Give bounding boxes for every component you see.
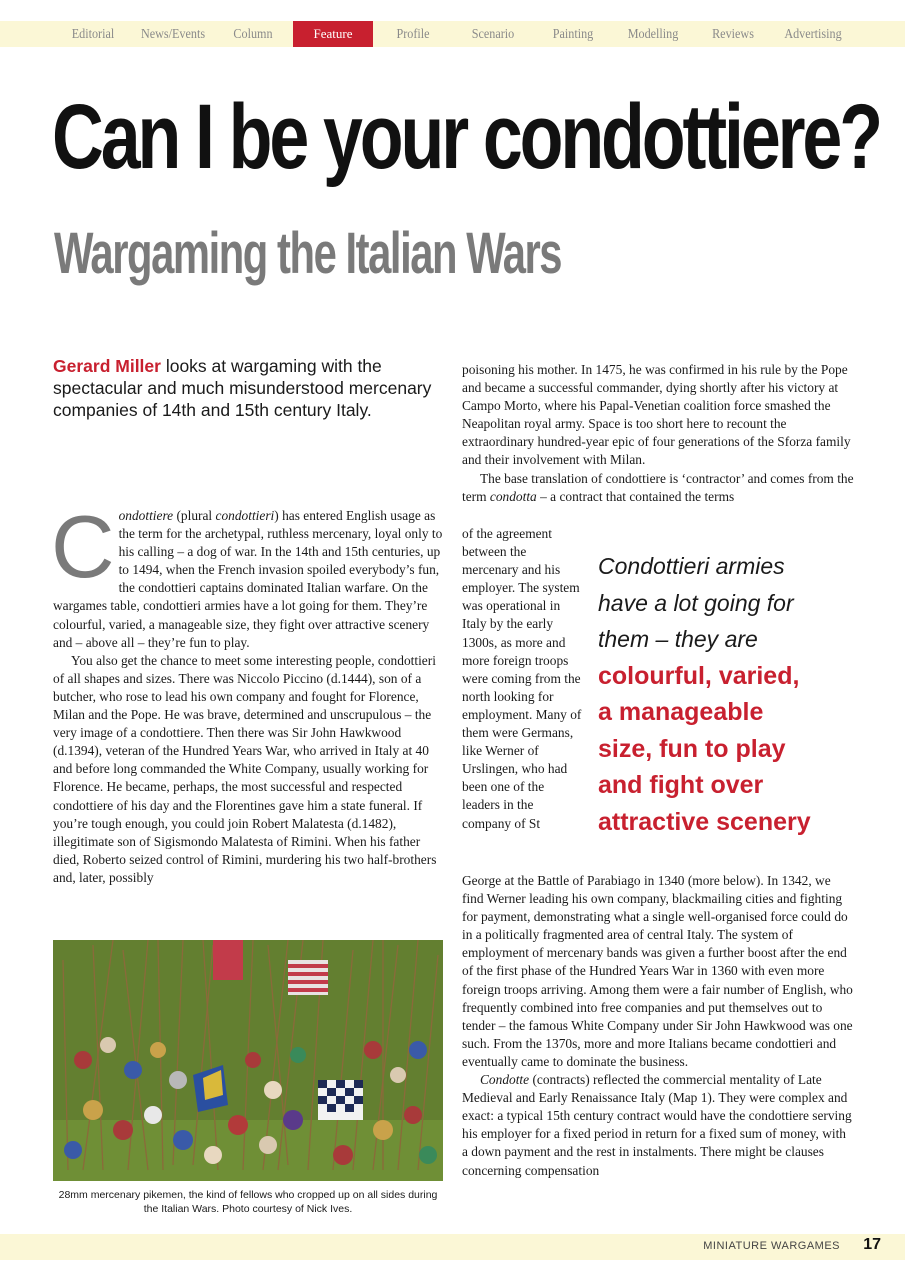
pull-quote-highlight: size, fun to play <box>598 734 786 763</box>
article-headline: Can I be your condottiere? <box>52 86 880 188</box>
body-paragraph: George at the Battle of Parabiago in 1340 (more below). In 1342, we find Werner leading his own company, blackmailing cities and fighting for payment, demonstrating what a single well-organised force could do in a politically fragmented area of central Italy. The system of employment of mercenary bands was given a further boost after the end of the first phase of the Hundred Years War in 1360 with even more foreign troops arriving. Among them were a fair number of English, who frequently combined into free companies and put themselves out to tender – the famous White Company under Sir John Hawkwood was one such. From the 1370s, more and more Italians became condottieri and eventually came to dominate the business. <box>462 873 853 1069</box>
body-paragraph: of the agreement between the mercenary and his employer. The system was operational in Italy by the early 1300s, as more and more foreign troops were coming from the north looking for employment. Many of them were Germans, like Werner of Urslingen, who had been one of the leaders in the company of St <box>462 526 582 831</box>
nav-item-reviews[interactable]: Reviews <box>712 26 754 41</box>
body-column-2-narrow <box>462 525 584 833</box>
text-run: ) has entered English usage as the term for the archetypal, ruthless mercenary, loyal only to his calling – a dog of war. In the 14th and 15th centuries, up to 1494, when the French invasion spoiled everybody’s fun, the condottieri captains dominated Italian warfare. On the wargames table, condottieri armies have a lot going for them. They’re colourful, varied, a manageable size, they fight over attractive scenery and – above all – they’re fun to play. <box>53 508 443 650</box>
page-number: 17 <box>863 1236 881 1253</box>
body-paragraph: poisoning his mother. In 1475, he was confirmed in his rule by the Pope and became a successful commander, dying shortly after his victory at Campo Morto, where his Papal-Venetian coalition force smashed the Neapolitan royal army. Space is too short here to recount the extraordinary hundred-year epic of four generations of the Sforza family and their involvement with Milan. <box>462 362 851 468</box>
term-italic: condottieri <box>215 508 275 523</box>
nav-item-modelling[interactable]: Modelling <box>627 26 679 41</box>
term-italic: Condotte <box>480 1072 530 1088</box>
standfirst <box>53 355 448 421</box>
nav-item-painting[interactable]: Painting <box>552 26 594 41</box>
pull-quote-highlight: a manageable <box>598 698 764 726</box>
pull-quote-highlight: colourful, varied, <box>598 661 800 690</box>
nav-item-news-events[interactable]: News/Events <box>140 26 206 41</box>
photo-pikemen <box>53 940 443 1181</box>
footer-magazine-name: MINIATURE WARGAMES <box>703 1240 840 1252</box>
term-italic: ondottiere <box>118 508 174 523</box>
section-nav <box>0 21 905 47</box>
drop-cap: C <box>51 497 115 596</box>
text-run: (contracts) reflected the commercial mentality of Late Medieval and Early Renaissance Italy (Map 1). They were complex and exact: a typical 15th century contract would have the condottiere serving his employer for a fixed period in return for a fixed sum of money, with a down payment and the rest in instalments. There might be clauses concerning compensation <box>462 1072 852 1178</box>
nav-item-editorial[interactable]: Editorial <box>71 26 115 41</box>
body-column-1 <box>51 497 445 887</box>
author-name: Gerard Miller <box>53 356 161 376</box>
pull-quote-highlight: and fight over <box>598 771 764 799</box>
photo-illustration <box>53 940 443 1181</box>
article-subhead: Wargaming the Italian Wars <box>54 221 562 286</box>
pull-quote-highlight: attractive scenery <box>598 807 811 836</box>
pull-quote-line: Condottieri armies <box>598 553 785 579</box>
pull-quote-line: have a lot going for <box>598 589 794 616</box>
photo-caption: 28mm mercenary pikemen, the kind of fellows who cropped up on all sides during the Italian Wars. Photo courtesy of Nick Ives. <box>58 1189 438 1215</box>
body-column-2-bottom <box>462 872 854 1180</box>
text-run: – a contract that contained the terms <box>536 488 735 504</box>
text-run: The base translation of condottiere is ‘contractor’ and comes from the term <box>462 470 854 504</box>
standfirst-text: looks at wargaming with the spectacular and much misunderstood mercenary companies of 14th and 15th century Italy. <box>53 356 432 420</box>
body-paragraph: You also get the chance to meet some interesting people, condottieri of all shapes and sizes. There was Niccolo Piccino (d.1444), son of a butcher, who rose to lead his own company and fought for Florence, Milan and the Pope. He was brave, determined and unscrupulous – the very image of a condottiere. Then there was Sir John Hawkwood (d.1394), veteran of the Hundred Years War, who arrived in Italy at 40 and before long commanded the White Company, usually working for Florence. He became, perhaps, the most successful and respected condottiere of his day and the Florentines gave him a state funeral. If you’re tough enough, you could join Robert Malatesta (d.1482), illegitimate son of Sigismondo Malatesta of Rimini. When his father died, Roberto seized control of Rimini, murdering his two half-brothers and, later, possibly <box>53 652 437 885</box>
body-paragraph <box>462 470 854 506</box>
body-column-2-top <box>462 361 854 506</box>
nav-item-feature[interactable]: Feature <box>293 21 373 47</box>
body-paragraph <box>462 1071 854 1180</box>
nav-item-column[interactable]: Column <box>233 26 273 41</box>
pull-quote <box>598 548 860 840</box>
text-run: (plural <box>173 508 216 523</box>
nav-item-scenario[interactable]: Scenario <box>471 26 515 41</box>
body-paragraph <box>51 497 445 652</box>
nav-item-profile[interactable]: Profile <box>396 26 430 41</box>
pull-quote-line: them – they are <box>598 626 758 652</box>
nav-item-advertising[interactable]: Advertising <box>784 26 842 41</box>
term-italic: condotta <box>489 488 537 504</box>
